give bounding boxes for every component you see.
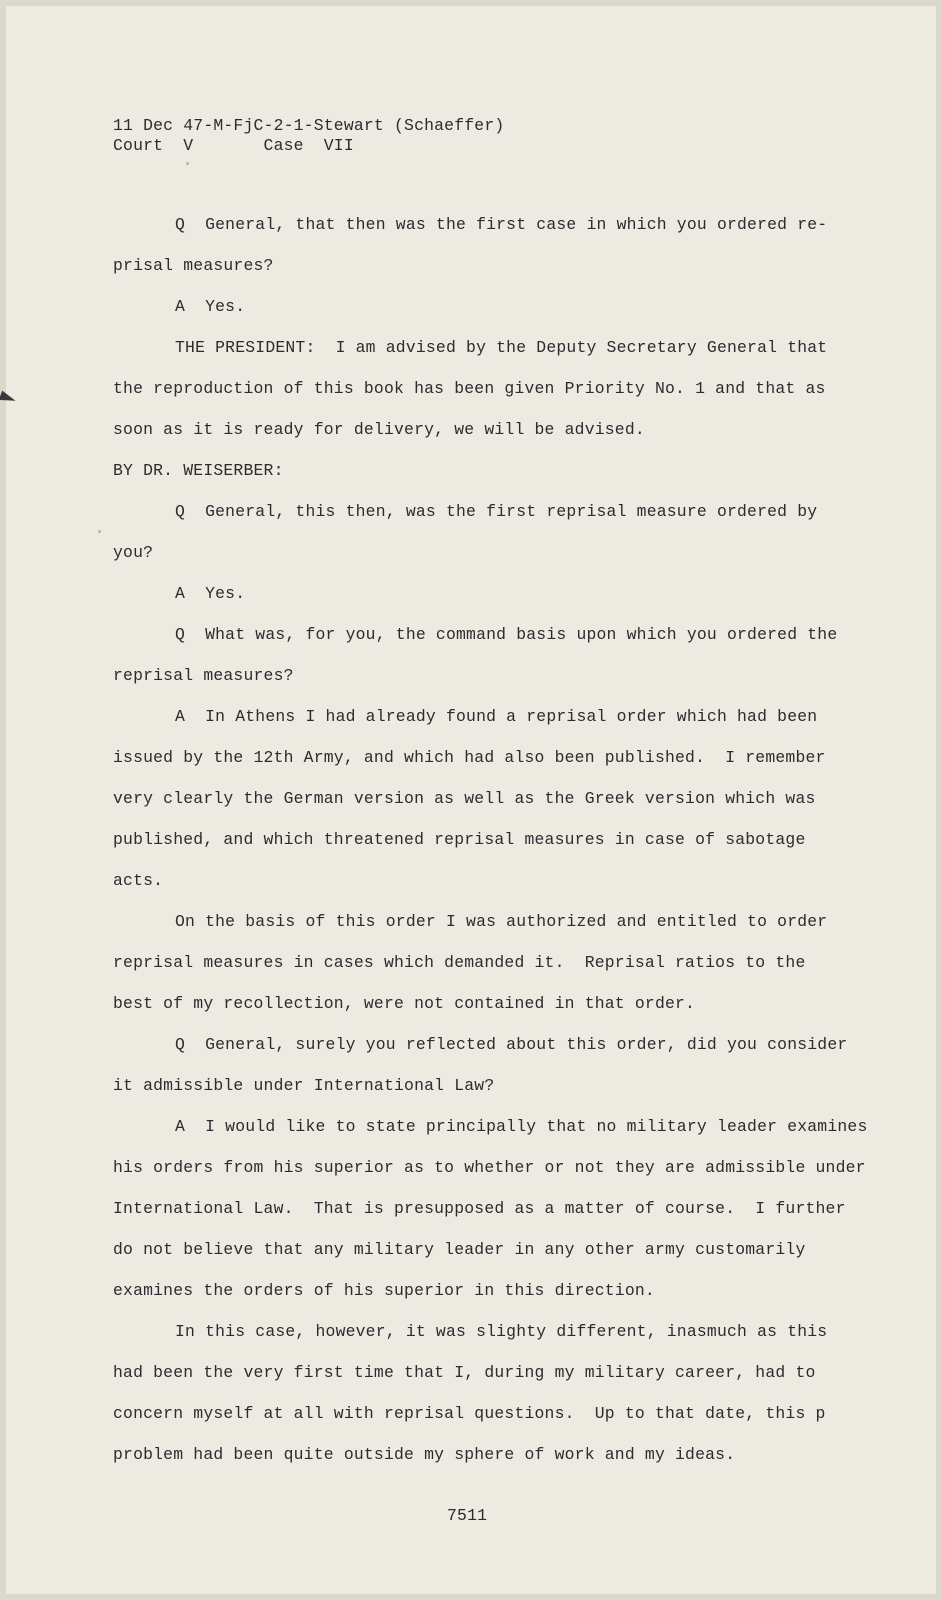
body-line: examines the orders of his superior in this direction. <box>113 1281 655 1300</box>
body-line: A Yes. <box>175 584 246 603</box>
body-line: very clearly the German version as well as the Greek version which was <box>113 789 816 808</box>
body-line: issued by the 12th Army, and which had also been published. I remember <box>113 748 826 767</box>
body-line: best of my recollection, were not contained in that order. <box>113 994 696 1013</box>
body-line: A I would like to state principally that no military leader examines <box>175 1117 868 1136</box>
body-line: published, and which threatened reprisal measures in case of sabotage <box>113 830 806 849</box>
paper-speck <box>98 530 101 533</box>
body-line: do not believe that any military leader in any other army customarily <box>113 1240 806 1259</box>
body-line: the reproduction of this book has been given Priority No. 1 and that as <box>113 379 826 398</box>
body-line: concern myself at all with reprisal questions. Up to that date, this p <box>113 1404 826 1423</box>
body-line: acts. <box>113 871 164 890</box>
header-line-1: 11 Dec 47-M-FjC-2-1-Stewart (Schaeffer) <box>113 116 505 135</box>
body-line: reprisal measures? <box>113 666 294 685</box>
body-line: it admissible under International Law? <box>113 1076 495 1095</box>
body-line: Q General, that then was the first case in which you ordered re- <box>175 215 828 234</box>
body-line: Q General, surely you reflected about this order, did you consider <box>175 1035 848 1054</box>
body-line: his orders from his superior as to whether or not they are admissible under <box>113 1158 866 1177</box>
body-line: A Yes. <box>175 297 246 316</box>
body-line: soon as it is ready for delivery, we will be advised. <box>113 420 645 439</box>
body-line: problem had been quite outside my sphere of work and my ideas. <box>113 1445 736 1464</box>
page-number: 7511 <box>447 1506 488 1525</box>
body-line: On the basis of this order I was authorized and entitled to order <box>175 912 828 931</box>
body-line: prisal measures? <box>113 256 274 275</box>
body-line: had been the very first time that I, during my military career, had to <box>113 1363 816 1382</box>
body-line: THE PRESIDENT: I am advised by the Deputy Secretary General that <box>175 338 828 357</box>
body-line: you? <box>113 543 154 562</box>
body-line: International Law. That is presupposed as a matter of course. I further <box>113 1199 846 1218</box>
paper-speck <box>186 162 189 165</box>
body-line: Q What was, for you, the command basis upon which you ordered the <box>175 625 838 644</box>
body-line: Q General, this then, was the first reprisal measure ordered by <box>175 502 818 521</box>
margin-mark <box>0 391 17 406</box>
body-line: reprisal measures in cases which demanded it. Reprisal ratios to the <box>113 953 806 972</box>
header-line-2: Court V Case VII <box>113 136 354 155</box>
body-line: BY DR. WEISERBER: <box>113 461 284 480</box>
body-line: In this case, however, it was slighty different, inasmuch as this <box>175 1322 828 1341</box>
body-line: A In Athens I had already found a reprisal order which had been <box>175 707 818 726</box>
